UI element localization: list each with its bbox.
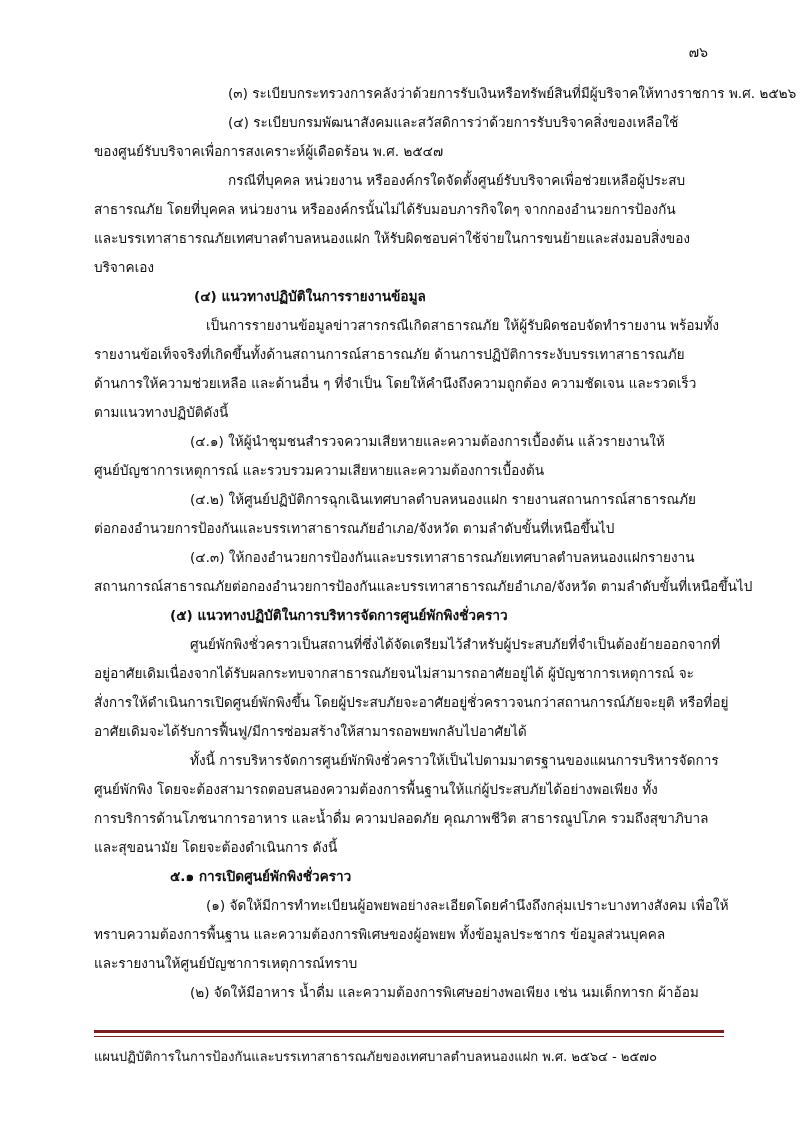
text-line: กรณีที่บุคคล หน่วยงาน หรือองค์กรใดจัดตั้งศูนย์รับบริจาคเพื่อช่วยเหลือผู้ประสบ: [228, 173, 686, 189]
text-line: ต่อกองอำนวยการป้องกันและบรรเทาสาธารณภัยอำเภอ/จังหวัด ตามลำดับขั้นที่เหนือขึ้นไป: [94, 521, 615, 537]
text-line: สาธารณภัย โดยที่บุคคล หน่วยงาน หรือองค์กรนั้นไม่ได้รับมอบภารกิจใดๆ จากกองอำนวยการป้องกัน: [94, 202, 676, 218]
text-line: รายงานข้อเท็จจริงที่เกิดขึ้นทั้งด้านสถานการณ์สาธารณภัย ด้านการปฏิบัติการระงับบรรเทาสาธารณภัย: [94, 347, 685, 363]
text-line: ของศูนย์รับบริจาคเพื่อการสงเคราะห์ผู้เดือดร้อน พ.ศ. ๒๕๔๗: [94, 144, 444, 160]
text-line: (๒) จัดให้มีอาหาร น้ำดื่ม และความต้องการพิเศษอย่างพอเพียง เช่น นมเด็กทารก ผ้าอ้อม: [190, 985, 699, 1001]
footer-divider-thin: [94, 1036, 724, 1037]
document-body: [94, 80, 797, 1008]
text-line: การบริการด้านโภชนาการอาหาร และน้ำดื่ม ความปลอดภัย คุณภาพชีวิต สาธารณูปโภค รวมถึงสุขาภิบาล: [94, 811, 709, 827]
text-line: ทราบความต้องการพื้นฐาน และความต้องการพิเศษของผู้อพยพ ทั้งข้อมูลประชากร ข้อมูลส่วนบุคคล: [94, 927, 666, 943]
text-line: ศูนย์พักพิง โดยจะต้องสามารถตอบสนองความต้องการพื้นฐานให้แก่ผู้ประสบภัยได้อย่างพอเพียง ทั้ง: [94, 782, 658, 798]
text-line: สถานการณ์สาธารณภัยต่อกองอำนวยการป้องกันและบรรเทาสาธารณภัยอำเภอ/จังหวัด ตามลำดับขั้นที่เหนือขึ้นไป: [94, 579, 753, 595]
text-line: ศูนย์พักพิงชั่วคราวเป็นสถานที่ซึ่งได้จัดเตรียมไว้สำหรับผู้ประสบภัยที่จำเป็นต้องย้ายออกจากที่: [190, 637, 721, 653]
text-line: อาศัยเดิมจะได้รับการฟื้นฟู/มีการซ่อมสร้างให้สามารถอพยพกลับไปอาศัยได้: [94, 724, 527, 740]
text-line: ตามแนวทางปฏิบัติดังนี้: [94, 405, 229, 421]
text-line: และบรรเทาสาธารณภัยเทศบาลตำบลหนองแฝก ให้รับผิดชอบค่าใช้จ่ายในการขนย้ายและส่งมอบสิ่งของ: [94, 231, 690, 247]
page-number: ๗๖: [688, 45, 708, 61]
text-line: ทั้งนี้ การบริหารจัดการศูนย์พักพิงชั่วคราวให้เป็นไปตามมาตรฐานของแผนการบริหารจัดการ: [190, 753, 719, 769]
text-line: (๔.๒) ให้ศูนย์ปฏิบัติการฉุกเฉินเทศบาลตำบลหนองแฝก รายงานสถานการณ์สาธารณภัย: [190, 492, 697, 508]
text-line: และรายงานให้ศูนย์บัญชาการเหตุการณ์ทราบ: [94, 956, 358, 972]
footer-divider-thick: [94, 1030, 724, 1033]
section-heading: ๕.๑ การเปิดศูนย์พักพิงชั่วคราว: [170, 869, 352, 885]
text-line: (๓) ระเบียบกระทรวงการคลังว่าด้วยการรับเงินหรือทรัพย์สินที่มีผู้บริจาคให้ทางราชการ พ.ศ. ๒๕๒๖: [228, 86, 797, 102]
text-line: (๔.๑) ให้ผู้นำชุมชนสำรวจความเสียหายและความต้องการเบื้องต้น แล้วรายงานให้: [190, 434, 665, 450]
text-line: (๔) ระเบียบกรมพัฒนาสังคมและสวัสดิการว่าด้วยการรับบริจาคสิ่งของเหลือใช้: [228, 115, 679, 131]
text-line: (๑) จัดให้มีการทำทะเบียนผู้อพยพอย่างละเอียดโดยคำนึงถึงกลุ่มเปราะบางทางสังคม เพื่อให้: [206, 898, 729, 914]
section-heading: (๕) แนวทางปฏิบัติในการบริหารจัดการศูนย์พักพิงชั่วคราว: [170, 608, 508, 624]
text-line: เป็นการรายงานข้อมูลข่าวสารกรณีเกิดสาธารณภัย ให้ผู้รับผิดชอบจัดทำรายงาน พร้อมทั้ง: [206, 318, 720, 334]
text-line: ศูนย์บัญชาการเหตุการณ์ และรวบรวมความเสียหายและความต้องการเบื้องต้น: [94, 463, 545, 479]
text-line: (๔.๓) ให้กองอำนวยการป้องกันและบรรเทาสาธารณภัยเทศบาลตำบลหนองแฝกรายงาน: [190, 550, 695, 566]
text-line: สั่งการให้ดำเนินการเปิดศูนย์พักพิงขึ้น โดยผู้ประสบภัยจะอาศัยอยู่ชั่วคราวจนกว่าสถานการณ์ภัยจะยุติ หรือที่อยู่: [94, 695, 729, 711]
text-line: บริจาคเอง: [94, 260, 155, 276]
footer-text: แผนปฏิบัติการในการป้องกันและบรรเทาสาธารณภัยของเทศบาลตำบลหนองแฝก พ.ศ. ๒๕๖๔ - ๒๕๗๐: [94, 1050, 658, 1065]
text-line: และสุขอนามัย โดยจะต้องดำเนินการ ดังนี้: [94, 840, 338, 856]
text-line: อยู่อาศัยเดิมเนื่องจากได้รับผลกระทบจากสาธารณภัยจนไม่สามารถอาศัยอยู่ได้ ผู้บัญชาการเหตุการณ์ จะ: [94, 666, 694, 682]
text-line: ด้านการให้ความช่วยเหลือ และด้านอื่น ๆ ที่จำเป็น โดยให้คำนึงถึงความถูกต้อง ความชัดเจน และรวดเร็ว: [94, 376, 697, 392]
section-heading: (๔) แนวทางปฏิบัติในการรายงานข้อมูล: [194, 289, 426, 305]
